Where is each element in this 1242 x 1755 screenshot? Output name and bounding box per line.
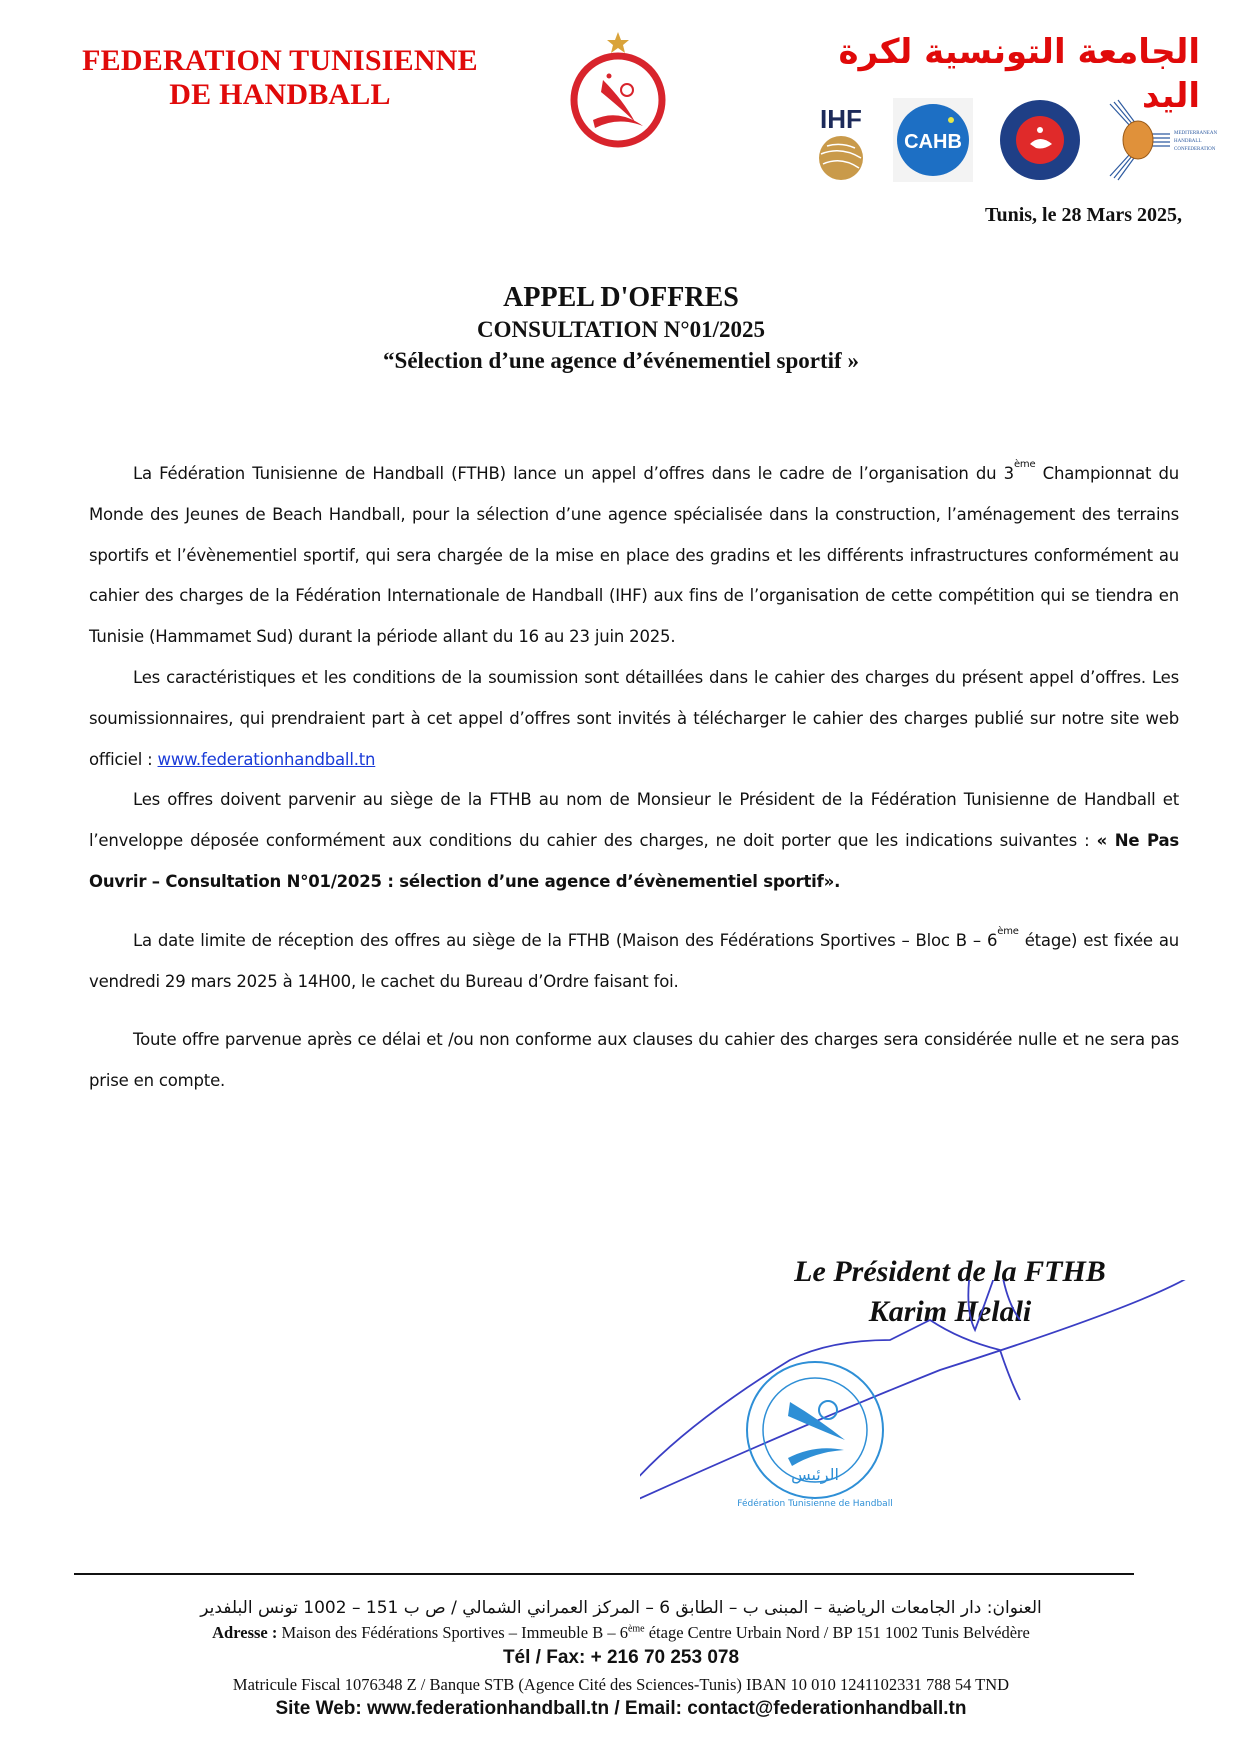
paragraph-intro — [89, 454, 1179, 658]
arab-handball-federation-logo — [998, 98, 1082, 182]
document-date: Tunis, le 28 Mars 2025, — [984, 204, 1182, 226]
paragraph-rejection: Toute offre parvenue après ce délai et /ou non conforme aux clauses du cahier des charges sera considérée nulle et ne sera pas prise en compte. — [89, 1030, 1179, 1091]
fthb-logo — [563, 30, 673, 150]
svg-text:HANDBALL: HANDBALL — [1174, 139, 1202, 144]
ordinal-superscript: ème — [1013, 459, 1036, 470]
ihf-logo — [815, 98, 867, 182]
paragraph-intro-text: La Fédération Tunisienne de Handball (FTHB) lance un appel d’offres dans le cadre de l’organisation du 3 — [133, 464, 1014, 483]
website-link[interactable]: www.federationhandball.tn — [157, 749, 376, 769]
address-text-cont: étage Centre Urbain Nord / BP 151 1002 Tunis Belvédère — [644, 1623, 1030, 1642]
federation-name-fr-line1: FEDERATION TUNISIENNE — [82, 44, 478, 77]
page-title: APPEL D'OFFRES — [503, 282, 739, 313]
paragraph-deadline-text: La date limite de réception des offres au siège de la FTHB (Maison des Fédérations Sportives – Bloc B – 6 — [133, 930, 998, 950]
paragraph-submission-text: Les offres doivent parvenir au siège de la FTHB au nom de Monsieur le Président de la Fédération Tunisienne de Handball et l’enveloppe déposée conformément aux conditions du cahier des charges, ne doit porter que les indications suivantes : — [89, 790, 1179, 851]
envelope-label-text: « Ne Pas Ouvrir – Consultation N°01/2025 : sélection d’une agence d’évènementiel sportif». — [89, 831, 1180, 891]
paragraph-submission — [89, 780, 1179, 902]
federation-name-fr-line2: DE HANDBALL — [169, 78, 391, 111]
footer-address-fr — [0, 1623, 1242, 1643]
svg-text:CONFEDERATION: CONFEDERATION — [1174, 147, 1216, 152]
stamp-text-fr: Fédération Tunisienne de Handball — [737, 1499, 893, 1509]
footer-fiscal-bank: Matricule Fiscal 1076348 Z / Banque STB (Agence Cité des Sciences-Tunis) IBAN 10 010 1241102331 788 54 TND — [232, 1675, 1010, 1694]
cahb-logo — [893, 98, 973, 182]
svg-text:IHF: IHF — [820, 104, 862, 134]
footer-tel-fax: Tél / Fax: + 216 70 253 078 — [502, 1647, 740, 1668]
handwritten-signature — [640, 1280, 1200, 1512]
paragraph-conditions — [89, 658, 1179, 780]
paragraph-intro-text-cont: Championnat du Monde des Jeunes de Beach Handball, pour la sélection d’une agence spécialisée dans la construction, l’aménagement des terrains sportifs et l’évènementiel sportif, qui sera chargée de la mise en place des gradins et les différents infrastructures conformément au cahier des charges de la Fédération Internationale de Handball (IHF) aux fins de l’organisation de cette compétition qui se tiendra en Tunisie (Hammamet Sud) durant la période allant du 16 au 23 juin 2025. — [89, 464, 1180, 647]
signatory-title: Le Président de la FTHB — [794, 1255, 1106, 1288]
consultation-subject: “Sélection d’une agence d’événementiel sportif » — [383, 348, 859, 373]
mediterranean-handball-confederation-logo — [1108, 98, 1218, 182]
document-body — [89, 454, 1179, 1102]
paragraph-deadline — [89, 921, 1179, 1003]
paragraph-deadline-text-cont: étage) est fixée au vendredi 29 mars 2025 à 14H00, le cachet du Bureau d’Ordre faisant foi. — [89, 930, 1180, 991]
federation-name-fr — [40, 44, 520, 112]
address-text: Maison des Fédérations Sportives – Immeuble B – 6 — [277, 1623, 628, 1642]
consultation-number: CONSULTATION N°01/2025 — [476, 317, 766, 342]
svg-text:MEDITERRANEAN: MEDITERRANEAN — [1174, 131, 1218, 136]
ordinal-superscript: ème — [997, 925, 1019, 937]
footer-web-email: Site Web: www.federationhandball.tn / Email: contact@federationhandball.tn — [275, 1698, 967, 1719]
title-block — [0, 280, 1242, 378]
address-label: Adresse : — [212, 1623, 278, 1642]
signature-stamp — [640, 1280, 1240, 1520]
stamp-text-ar: الرئيس — [791, 1465, 839, 1484]
federation-name-ar: الجامعة التونسية لكرة اليد — [838, 32, 1200, 116]
footer-address-ar: العنوان: دار الجامعات الرياضية – المبنى ب – الطابق 6 – المركز العمراني الشمالي / ص ب 151 – 1002 تونس البلفدير — [200, 1598, 1042, 1618]
signatory-name: Karim Helali — [868, 1295, 1032, 1328]
paragraph-conditions-text: Les caractéristiques et les conditions de la soumission sont détaillées dans le cahier des charges du présent appel d’offres. Les soumissionnaires, qui prendraient part à cet appel d’offres sont invités à télécharger le cahier des charges publié sur notre site web officiel : — [89, 667, 1179, 769]
svg-text:CAHB: CAHB — [904, 131, 962, 153]
ordinal-superscript: ème — [627, 1623, 645, 1635]
footer-divider — [74, 1573, 1134, 1575]
